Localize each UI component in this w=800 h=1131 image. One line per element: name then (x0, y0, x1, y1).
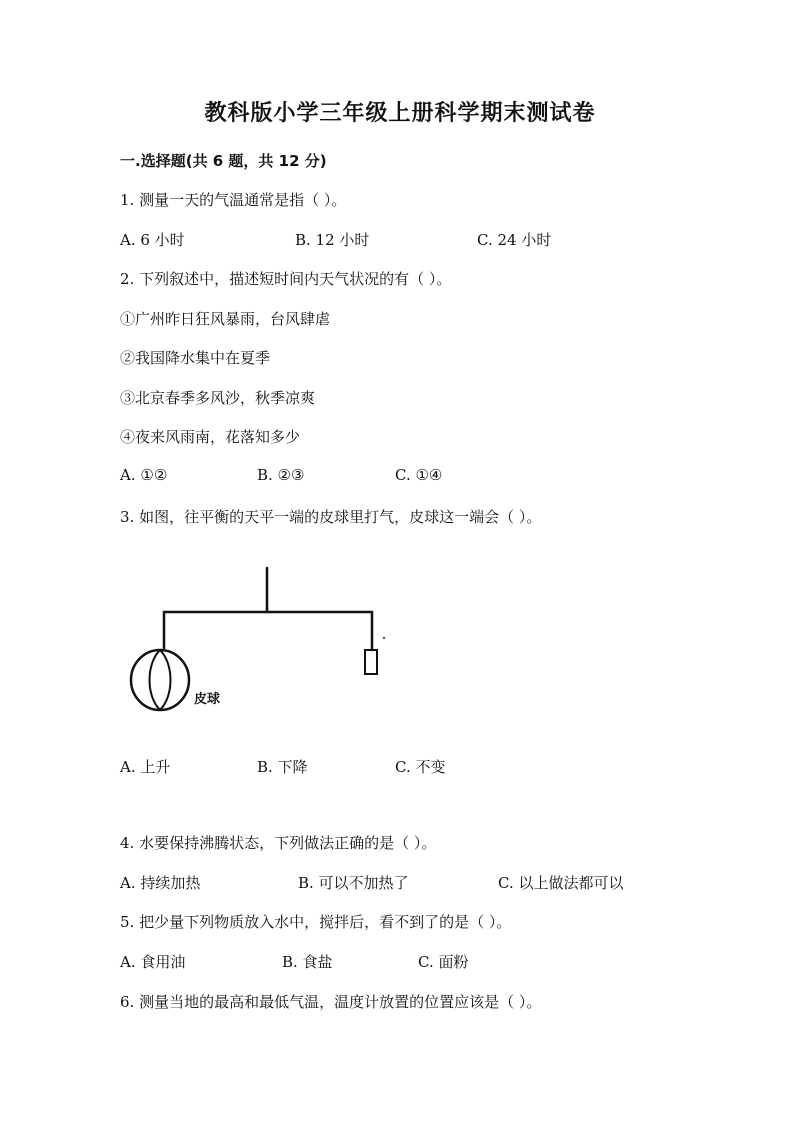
ball-icon (131, 650, 189, 710)
weight-icon (365, 650, 377, 674)
question-2-option-c[interactable]: C. ①④ (395, 466, 443, 484)
question-2-statement-1: ①广州昨日狂风暴雨，台风肆虐 (120, 310, 331, 328)
question-2-statement-3: ③北京春季多风沙，秋季凉爽 (120, 389, 316, 407)
question-3-option-c[interactable]: C. 不变 (395, 758, 446, 776)
question-4-option-c[interactable]: C. 以上做法都可以 (498, 874, 624, 892)
question-4-option-b[interactable]: B. 可以不加热了 (298, 874, 409, 892)
question-4-option-a[interactable]: A. 持续加热 (120, 874, 201, 892)
question-5-option-a[interactable]: A. 食用油 (120, 953, 186, 971)
question-1-option-b[interactable]: B. 12 小时 (295, 231, 370, 249)
question-2-option-a[interactable]: A. ①② (120, 466, 168, 484)
question-3-stem: 3. 如图，往平衡的天平一端的皮球里打气，皮球这一端会（ ）。 (120, 508, 542, 526)
question-5-option-c[interactable]: C. 面粉 (418, 953, 469, 971)
question-1-option-a[interactable]: A. 6 小时 (120, 231, 185, 249)
question-2-statement-4: ④夜来风雨南，花落知多少 (120, 428, 301, 446)
question-4-stem: 4. 水要保持沸腾状态，下列做法正确的是（ ）。 (120, 834, 437, 852)
question-1-option-c[interactable]: C. 24 小时 (477, 231, 552, 249)
section-heading: 一.选择题(共 6 题，共 12 分) (120, 152, 327, 170)
balance-figure (120, 560, 410, 720)
question-1-stem: 1. 测量一天的气温通常是指（ ）。 (120, 191, 347, 209)
question-2-stem: 2. 下列叙述中，描述短时间内天气状况的有（ ）。 (120, 270, 452, 288)
page-title: 教科版小学三年级上册科学期末测试卷 (204, 100, 596, 126)
question-6-stem: 6. 测量当地的最高和最低气温，温度计放置的位置应该是（ ）。 (120, 993, 542, 1011)
question-3-option-b[interactable]: B. 下降 (257, 758, 308, 776)
ball-label: 皮球 (194, 692, 221, 707)
question-5-option-b[interactable]: B. 食盐 (282, 953, 333, 971)
question-2-statement-2: ②我国降水集中在夏季 (120, 349, 271, 367)
question-2-option-b[interactable]: B. ②③ (257, 466, 305, 484)
question-5-stem: 5. 把少量下列物质放入水中，搅拌后，看不到了的是（ ）。 (120, 913, 512, 931)
question-3-option-a[interactable]: A. 上升 (120, 758, 171, 776)
